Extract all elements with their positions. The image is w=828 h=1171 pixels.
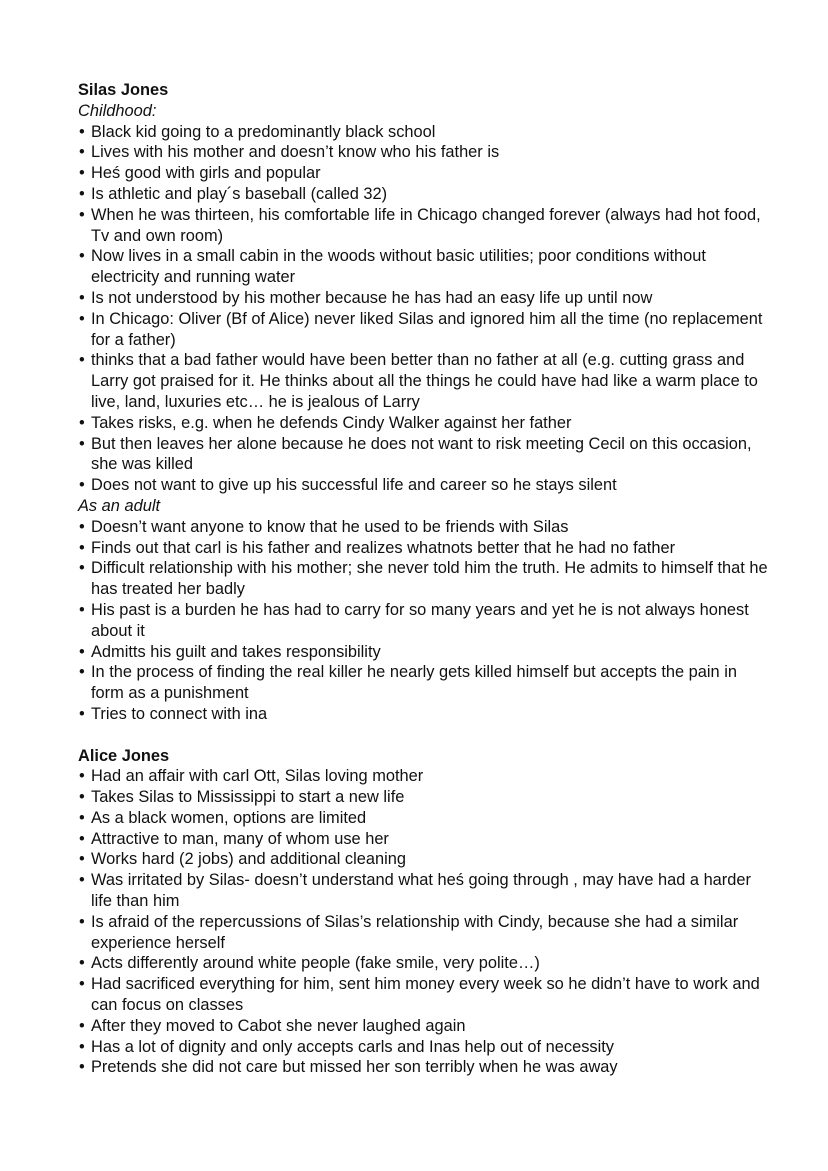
list-item: • But then leaves her alone because he does not want to risk meeting Cecil on this occasion, she was killed [78,434,768,476]
list-item: • Attractive to man, many of whom use her [78,829,768,850]
list-item: • When he was thirteen, his comfortable life in Chicago changed forever (always had hot food, Tv and own room) [78,205,768,247]
list-item: • In Chicago: Oliver (Bf of Alice) never liked Silas and ignored him all the time (no replacement for a father) [78,309,768,351]
list-item: • Acts differently around white people (fake smile, very polite…) [78,953,768,974]
section-spacer [78,725,768,746]
list-item: • Takes Silas to Mississippi to start a new life [78,787,768,808]
list-item: • Tries to connect with ina [78,704,768,725]
list-item: • Black kid going to a predominantly black school [78,122,768,143]
list-item: • Finds out that carl is his father and realizes whatnots better that he had no father [78,538,768,559]
list-item: • Lives with his mother and doesn’t know who his father is [78,142,768,163]
section-silas-jones [78,80,768,725]
list-item: • Was irritated by Silas- doesn’t understand what heś going through , may have had a harder life than him [78,870,768,912]
list-item: • Admitts his guilt and takes responsibility [78,642,768,663]
list-item: • Works hard (2 jobs) and additional cleaning [78,849,768,870]
list-item: • Heś good with girls and popular [78,163,768,184]
list-item: • In the process of finding the real killer he nearly gets killed himself but accepts the pain in form as a punishment [78,662,768,704]
bullet-list [78,766,768,1078]
section-alice-jones [78,746,768,1079]
section-title: Alice Jones [78,746,170,765]
list-item: • Pretends she did not care but missed her son terribly when he was away [78,1057,768,1078]
list-item: • Is not understood by his mother because he has had an easy life up until now [78,288,768,309]
group-subtitle: Childhood: [78,101,157,120]
list-item: • Is athletic and play´s baseball (called 32) [78,184,768,205]
list-item: • Does not want to give up his successful life and career so he stays silent [78,475,768,496]
list-item: • His past is a burden he has had to carry for so many years and yet he is not always honest about it [78,600,768,642]
list-item: • After they moved to Cabot she never laughed again [78,1016,768,1037]
bullet-list [78,517,768,725]
list-item: • thinks that a bad father would have been better than no father at all (e.g. cutting grass and Larry got praised for it. He thinks about all the things he could have had like a warm place to live, land, luxuries etc… he is jealous of Larry [78,350,768,412]
bullet-list [78,122,768,496]
list-item: • Has a lot of dignity and only accepts carls and Inas help out of necessity [78,1037,768,1058]
list-item: • Now lives in a small cabin in the woods without basic utilities; poor conditions without electricity and running water [78,246,768,288]
list-item: • Is afraid of the repercussions of Silas’s relationship with Cindy, because she had a similar experience herself [78,912,768,954]
list-item: • Had an affair with carl Ott, Silas loving mother [78,766,768,787]
list-item: • As a black women, options are limited [78,808,768,829]
list-item: • Had sacrificed everything for him, sent him money every week so he didn’t have to work and can focus on classes [78,974,768,1016]
group-subtitle: As an adult [78,496,161,515]
list-item: • Takes risks, e.g. when he defends Cindy Walker against her father [78,413,768,434]
list-item: • Doesn’t want anyone to know that he used to be friends with Silas [78,517,768,538]
section-title: Silas Jones [78,81,169,99]
list-item: • Difficult relationship with his mother; she never told him the truth. He admits to himself that he has treated her badly [78,558,768,600]
document-page [78,80,768,1078]
